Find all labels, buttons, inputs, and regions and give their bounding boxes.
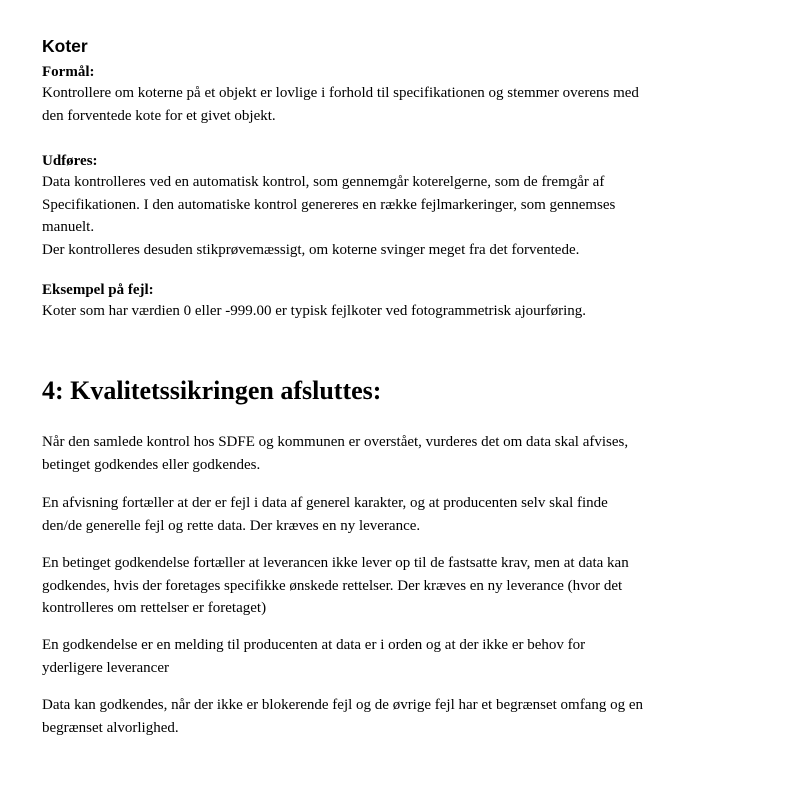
text-line: En betinget godkendelse fortæller at leverancen ikke lever op til de fastsatte krav, men at data kan xyxy=(42,555,629,571)
text-line: begrænset alvorlighed. xyxy=(42,719,179,736)
eksempel-label: Eksempel på fejl: xyxy=(42,282,154,298)
paragraph-betinget-godkendelse xyxy=(42,552,752,620)
text-line: manuelt. xyxy=(42,219,95,235)
udfoeres-label: Udføres: xyxy=(42,153,98,169)
eksempel-text xyxy=(42,300,752,323)
section-heading-koter: Koter xyxy=(42,36,88,56)
paragraph-data-kan-godkendes xyxy=(42,694,752,739)
chapter-heading: 4: Kvalitetssikringen afsluttes: xyxy=(42,376,382,405)
text-line: Data kan godkendes, når der ikke er blokerende fejl og de øvrige fejl har et begrænset omfang og en xyxy=(42,697,644,713)
formaal-label: Formål: xyxy=(42,64,95,80)
text-line: Når den samlede kontrol hos SDFE og kommunen er overstået, vurderes det om data skal afvises, xyxy=(42,434,629,450)
formaal-text xyxy=(42,82,752,127)
udfoeres-text xyxy=(42,171,752,261)
text-line: En godkendelse er en melding til producenten at data er i orden og at der ikke er behov for xyxy=(42,637,586,653)
text-line: yderligere leverancer xyxy=(42,659,169,676)
text-line: kontrolleres om rettelser er foretaget) xyxy=(42,600,267,616)
paragraph-godkendelse xyxy=(42,634,752,679)
text-line: Specifikationen. I den automatiske kontrol genereres en række fejlmarkeringer, som gennemses xyxy=(42,196,616,213)
text-line: den/de generelle fejl og rette data. Der kræves en ny leverance. xyxy=(42,517,421,534)
text-line: En afvisning fortæller at der er fejl i data af generel karakter, og at producenten selv skal finde xyxy=(42,495,608,511)
text-line: Kontrollere om koterne på et objekt er lovlige i forhold til specifikationen og stemmer overens med xyxy=(42,85,639,101)
paragraph-afvises xyxy=(42,431,752,476)
paragraph-afvisning xyxy=(42,492,752,537)
text-line: Koter som har værdien 0 eller -999.00 er typisk fejlkoter ved fotogrammetrisk ajourføring. xyxy=(42,303,587,319)
text-line: betinget godkendes eller godkendes. xyxy=(42,456,261,473)
text-line: Der kontrolleres desuden stikprøvemæssigt, om koterne svinger meget fra det forventede. xyxy=(42,241,580,258)
text-line: godkendes, hvis der foretages specifikke ønskede rettelser. Der kræves en ny leverance (hvor det xyxy=(42,577,623,594)
text-line: den forventede kote for et givet objekt. xyxy=(42,107,276,124)
text-line: Data kontrolleres ved en automatisk kontrol, som gennemgår koterelgerne, som de fremgår af xyxy=(42,174,605,190)
